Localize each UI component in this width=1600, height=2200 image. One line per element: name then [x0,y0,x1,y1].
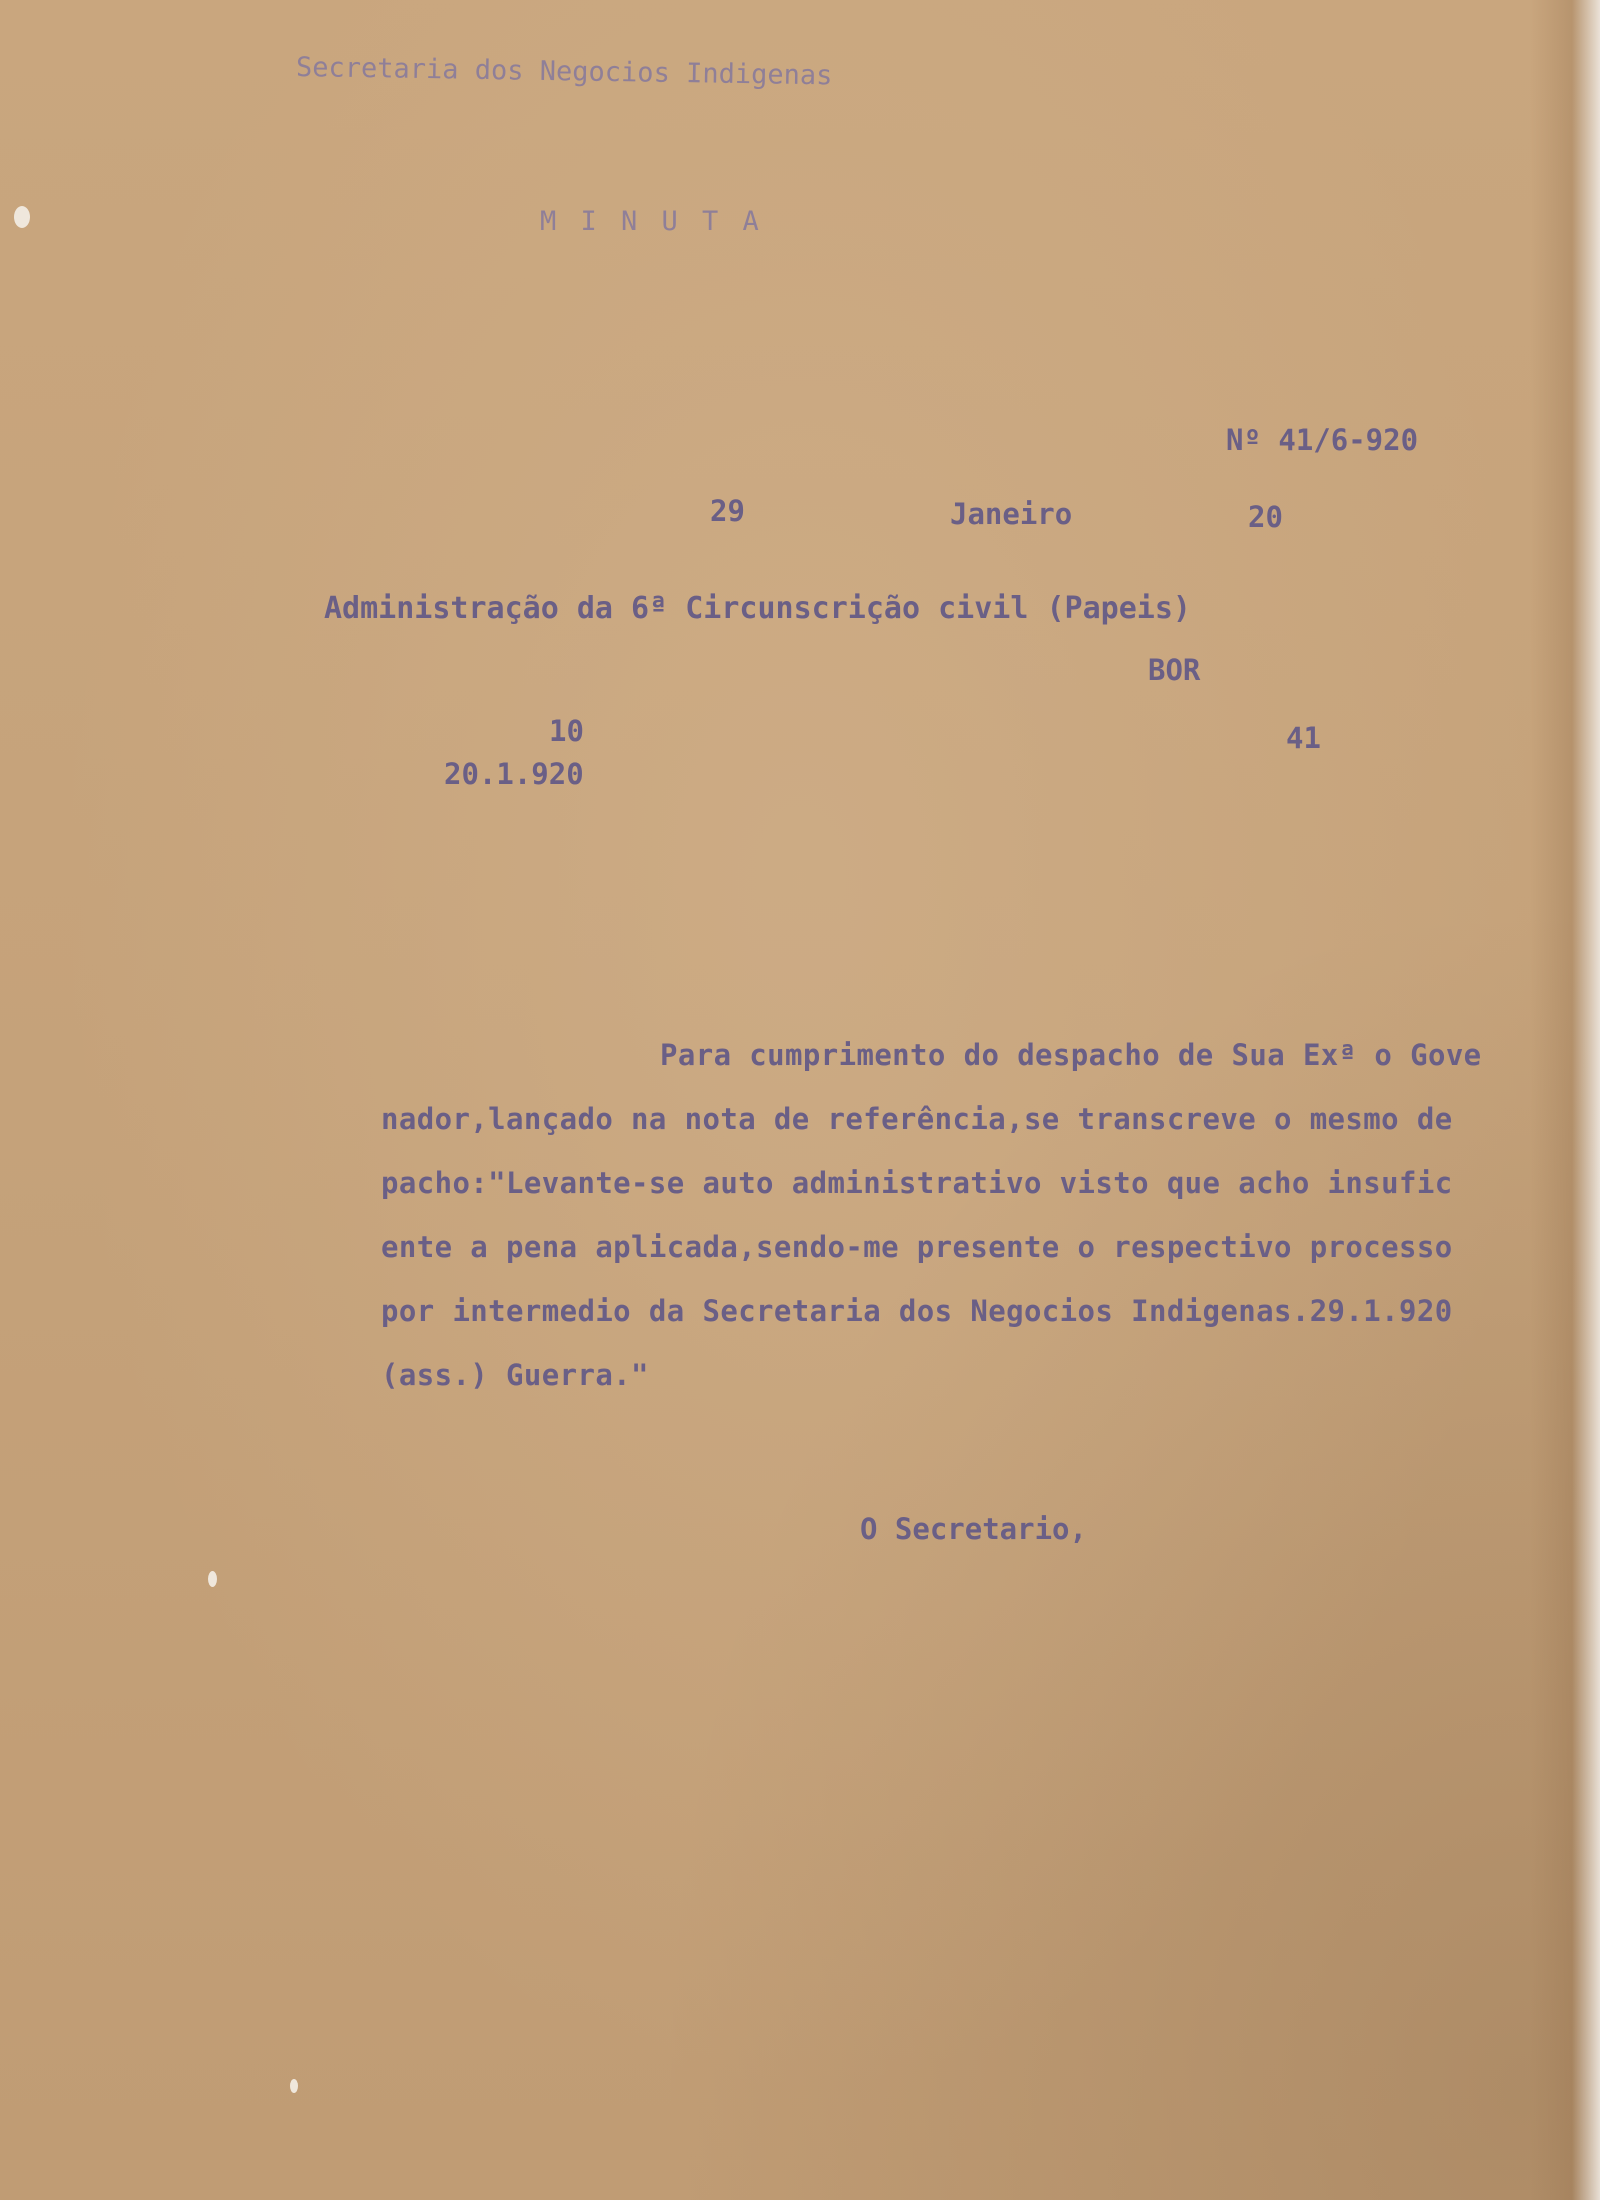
paper-speck [290,2079,298,2093]
date-month: Janeiro [950,497,1073,531]
location-code: BOR [1148,653,1201,687]
reference-left-number: 10 [549,714,584,748]
document-heading: M I N U T A [540,206,763,237]
body-line: pacho:"Levante-se auto administrativo visto que acho insufic [381,1166,1453,1200]
paper-edge [1530,0,1600,2200]
body-line: (ass.) Guerra." [381,1358,649,1392]
signature-line: O Secretario, [860,1512,1087,1546]
date-day: 29 [710,494,745,528]
reference-right-number: 41 [1286,721,1321,755]
addressee: Administração da 6ª Circunscrição civil (Papeis) [324,591,1191,626]
reference-number: Nº 41/6-920 [1226,423,1419,457]
paper-speck [208,1571,217,1587]
document-header: Secretaria dos Negocios Indigenas [295,52,833,92]
body-line: nador,lançado na nota de referência,se transcreve o mesmo de [381,1102,1453,1136]
date-year: 20 [1248,500,1283,534]
reference-left-date: 20.1.920 [444,757,584,791]
body-line: Para cumprimento do despacho de Sua Exª o Gove [660,1038,1482,1072]
body-line: por intermedio da Secretaria dos Negocios Indigenas.29.1.920 [381,1294,1453,1328]
body-line: ente a pena aplicada,sendo-me presente o respectivo processo [381,1230,1453,1264]
paper-speck [14,206,30,228]
